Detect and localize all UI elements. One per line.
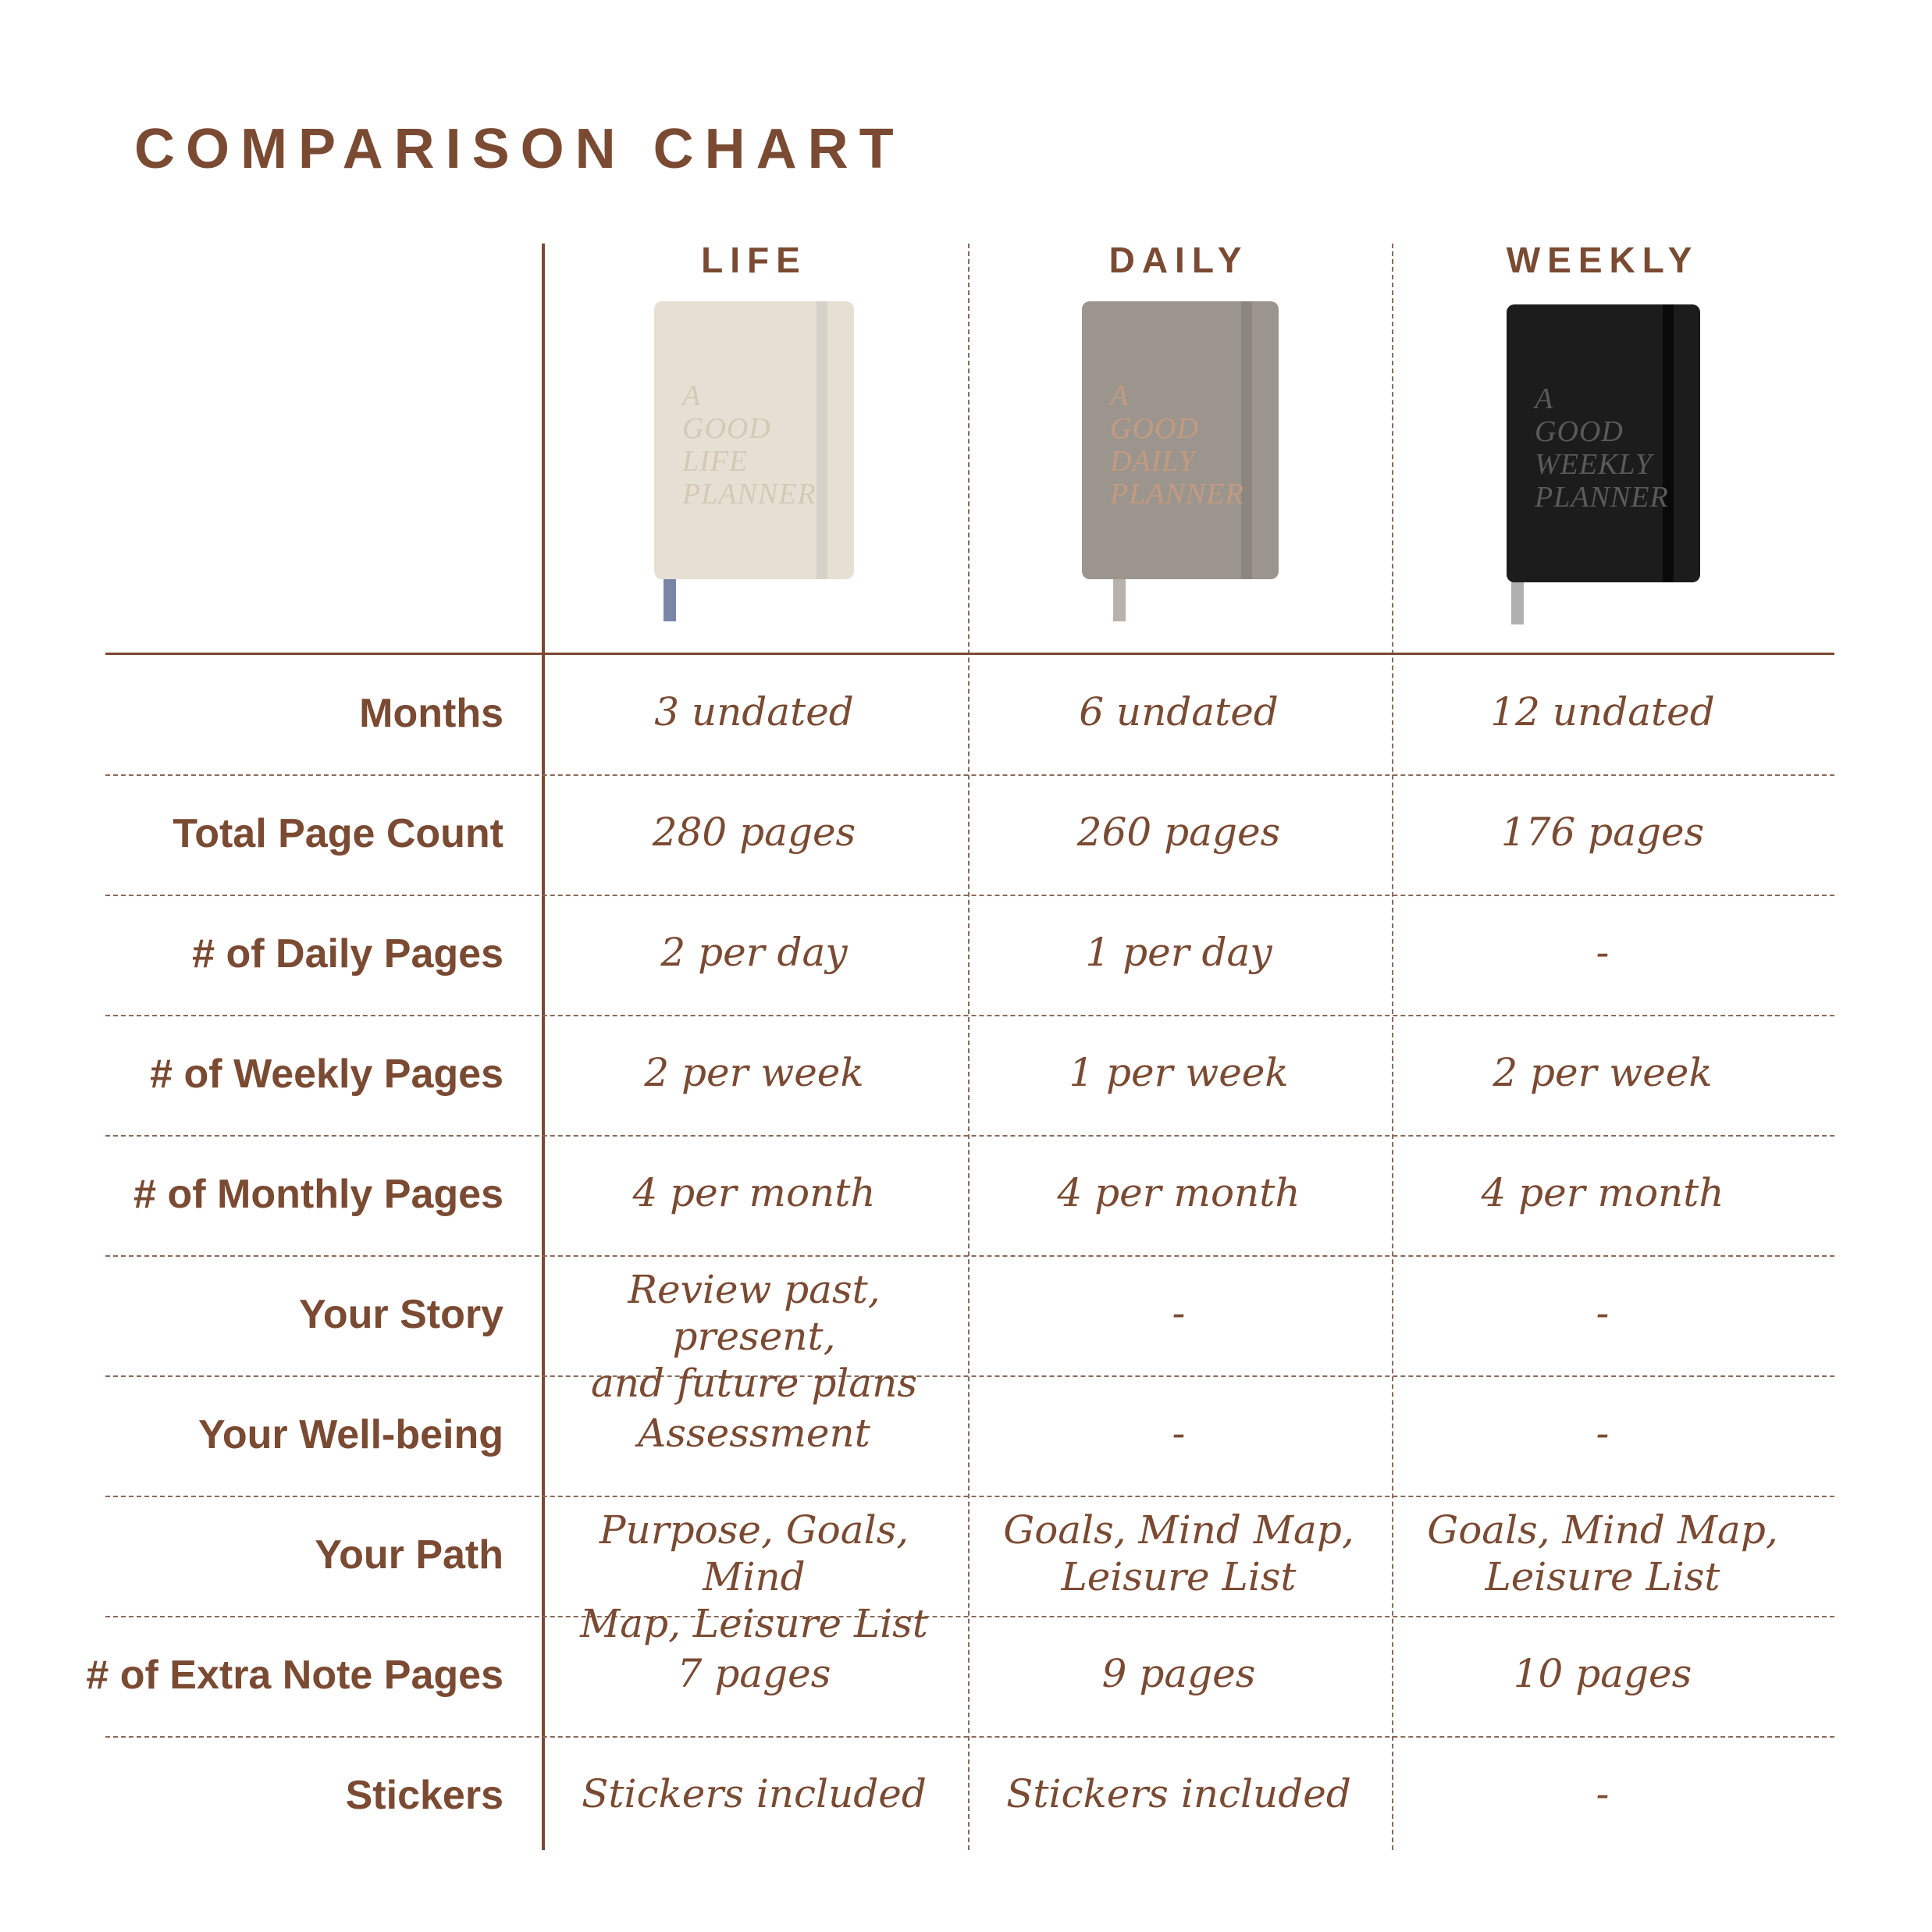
- row-divider: [105, 774, 1834, 776]
- table-cell: Goals, Mind Map, Leisure List: [1427, 1507, 1778, 1599]
- row-divider: [105, 895, 1834, 896]
- row-label: # of Daily Pages: [192, 931, 503, 977]
- life-planner-band: [817, 301, 827, 579]
- table-cell: -: [1596, 930, 1610, 975]
- table-cell: 6 undated: [1079, 689, 1279, 735]
- table-cell: 4 per month: [1481, 1170, 1724, 1215]
- table-cell: 176 pages: [1500, 809, 1705, 855]
- table-cell: 9 pages: [1101, 1651, 1256, 1696]
- page-title: COMPARISON CHART: [134, 118, 905, 180]
- row-label: # of Extra Note Pages: [86, 1653, 503, 1698]
- table-cell: 2 per week: [644, 1050, 864, 1095]
- daily-planner-image: [1082, 301, 1279, 579]
- table-cell: -: [1596, 1290, 1610, 1336]
- daily-planner-cover-text: A GOOD DAILY PLANNER: [1110, 379, 1244, 511]
- table-cell: -: [1172, 1290, 1186, 1336]
- row-label: Stickers: [345, 1773, 503, 1818]
- row-divider: [105, 1496, 1834, 1497]
- table-cell: 7 pages: [677, 1651, 831, 1696]
- table-cell: 280 pages: [652, 809, 856, 855]
- table-cell: -: [1596, 1411, 1610, 1456]
- table-cell: 2 per week: [1493, 1050, 1713, 1095]
- row-label: Total Page Count: [173, 811, 503, 856]
- table-cell: Assessment: [638, 1411, 870, 1456]
- table-cell: Review past, present, and future plans: [591, 1267, 917, 1406]
- table-cell: 1 per day: [1085, 930, 1272, 975]
- table-cell: -: [1596, 1771, 1610, 1816]
- row-divider: [105, 1736, 1834, 1738]
- row-label: Your Path: [315, 1532, 503, 1578]
- column-divider-1: [968, 244, 970, 1850]
- table-cell: -: [1172, 1411, 1186, 1456]
- table-cell: 3 undated: [654, 689, 854, 735]
- row-label: # of Monthly Pages: [133, 1172, 503, 1217]
- row-divider: [105, 1616, 1834, 1617]
- table-cell: 12 undated: [1490, 689, 1715, 735]
- weekly-planner-ribbon: [1511, 578, 1524, 624]
- row-divider: [105, 1375, 1834, 1377]
- weekly-planner-cover-text: A GOOD WEEKLY PLANNER: [1535, 382, 1669, 514]
- row-label: # of Weekly Pages: [150, 1051, 503, 1097]
- row-label: Your Story: [299, 1292, 503, 1337]
- row-label: Your Well-being: [198, 1412, 503, 1457]
- weekly-planner-image: [1507, 304, 1700, 582]
- daily-planner-ribbon: [1113, 575, 1126, 621]
- column-heading-weekly: WEEKLY: [1506, 240, 1699, 280]
- row-label: Months: [359, 691, 503, 736]
- table-cell: Stickers included: [582, 1771, 927, 1816]
- row-divider: [105, 1255, 1834, 1257]
- header-divider: [105, 653, 1834, 655]
- table-cell: 260 pages: [1076, 809, 1281, 855]
- table-cell: Stickers included: [1006, 1771, 1351, 1816]
- table-cell: 10 pages: [1513, 1651, 1692, 1696]
- row-divider: [105, 1015, 1834, 1016]
- row-divider: [105, 1135, 1834, 1137]
- life-planner-cover-text: A GOOD LIFE PLANNER: [682, 379, 817, 511]
- life-planner-image: [654, 301, 854, 579]
- table-cell: Goals, Mind Map, Leisure List: [1003, 1507, 1354, 1599]
- table-cell: Purpose, Goals, Mind Map, Leisure List: [580, 1507, 928, 1646]
- table-cell: 1 per week: [1069, 1050, 1289, 1095]
- table-cell: 4 per month: [632, 1170, 876, 1215]
- table-cell: 4 per month: [1057, 1170, 1300, 1215]
- column-divider-2: [1392, 244, 1393, 1850]
- column-heading-life: LIFE: [701, 240, 807, 280]
- life-planner-ribbon: [664, 575, 676, 621]
- table-cell: 2 per day: [660, 930, 848, 975]
- column-heading-daily: DAILY: [1108, 240, 1249, 280]
